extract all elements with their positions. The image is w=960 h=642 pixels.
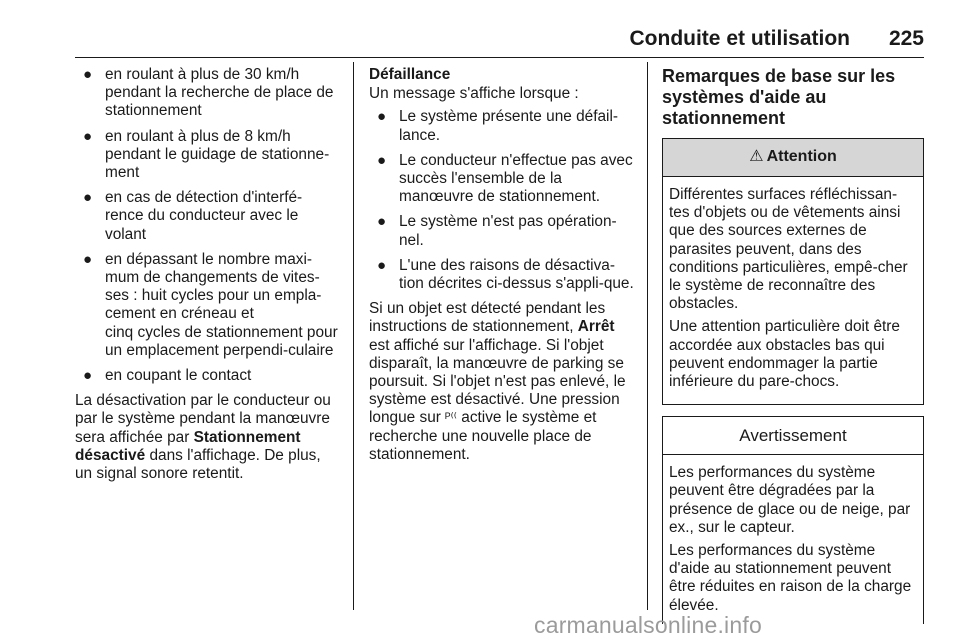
bullet-icon: ● (377, 213, 387, 231)
park-assist-icon: ᴾ⁽⁽ (445, 410, 457, 426)
section-heading-failure: Défaillance (369, 66, 451, 83)
watermark: carmanualsonline.info (534, 612, 762, 638)
list-item: ● en coupant le contact (83, 367, 252, 385)
warning-body: Les performances du système peuvent être dégradées par la présence de glace ou de neige, par ex., sur le capteur. Les performances du système d'aide au stationnement peuvent être réduites en raison de la charge élevée. (669, 464, 912, 614)
list-item: ● en roulant à plus de 8 km/h pendant le guidage de stationne-ment (83, 127, 330, 182)
deactivation-list (75, 66, 340, 385)
object-detection-paragraph: Si un objet est détecté pendant les instructions de stationnement, Arrêt est affiché sur l'affichage. Si l'objet disparaît, la manœuvre de parking se poursuit. Si l'objet n'est pas enlevé, le système est désactivé. Une pression longue sur ᴾ⁽⁽ active le système et recherche une nouvelle place de stationnement. (369, 300, 626, 463)
page-header (0, 27, 960, 59)
bullet-icon: ● (377, 108, 387, 126)
bullet-icon: ● (83, 367, 93, 385)
bullet-icon: ● (83, 250, 93, 268)
page-number: 225 (888, 27, 924, 50)
failure-list (369, 108, 635, 293)
bullet-icon: ● (377, 151, 387, 169)
column-3 (662, 66, 924, 635)
stop-message: Arrêt (577, 318, 615, 336)
column-2 (369, 66, 635, 469)
column-divider-2 (647, 62, 648, 610)
list-item: ● en roulant à plus de 30 km/h pendant la recherche de place de stationnement (83, 66, 334, 120)
attention-box (662, 138, 924, 405)
chapter-title: Conduite et utilisation (629, 27, 850, 50)
warning-header: Avertissement (663, 417, 923, 455)
bullet-icon: ● (83, 66, 93, 83)
attention-body: Différentes surfaces réfléchissan-tes d'objets ou de vêtements ainsi que des sources externes de parasites peuvent, dans des conditions particulières, empê-cher le système de reconnaître des obstacles. Une attention particulière doit être accordée aux obstacles bas qui peuvent endommager la partie inférieure du pare-chocs. (669, 186, 908, 391)
list-item: ● en cas de détection d'interfé-rence du conducteur avec le volant (83, 189, 303, 243)
column-divider-1 (353, 62, 354, 610)
list-item: ● en dépassant le nombre maxi-mum de changements de vites-ses : huit cycles pour un empla-cement en créneau et cinq cycles de stationnement pour un emplacement perpendi-culaire (83, 250, 338, 359)
header-rule (75, 57, 924, 58)
deactivation-paragraph: La désactivation par le conducteur ou par le système pendant la manœuvre sera affichée par Stationnement désactivé dans l'affichage. De plus, un signal sonore retentit. (75, 392, 331, 483)
column-1 (75, 66, 340, 488)
bullet-icon: ● (83, 127, 93, 145)
section-heading-remarks: Remarques de base sur les systèmes d'aide au stationnement (662, 66, 896, 128)
list-item: ● Le conducteur n'effectue pas avec succès l'ensemble de la manœuvre de stationnement. (377, 151, 633, 206)
list-item: ● L'une des raisons de désactiva-tion décrites ci-dessus s'appli-que. (377, 256, 634, 293)
warning-box (662, 416, 924, 624)
list-item: ● Le système n'est pas opération-nel. (377, 213, 617, 249)
bullet-icon: ● (83, 189, 93, 207)
list-item: ● Le système présente une défail-lance. (377, 108, 619, 144)
bullet-icon: ● (377, 256, 387, 274)
attention-header: ⚠ Attention (663, 139, 923, 177)
warning-triangle-icon: ⚠ (749, 148, 764, 166)
failure-intro: Un message s'affiche lorsque : (369, 85, 579, 103)
status-message: Stationnement désactivé (75, 428, 301, 464)
